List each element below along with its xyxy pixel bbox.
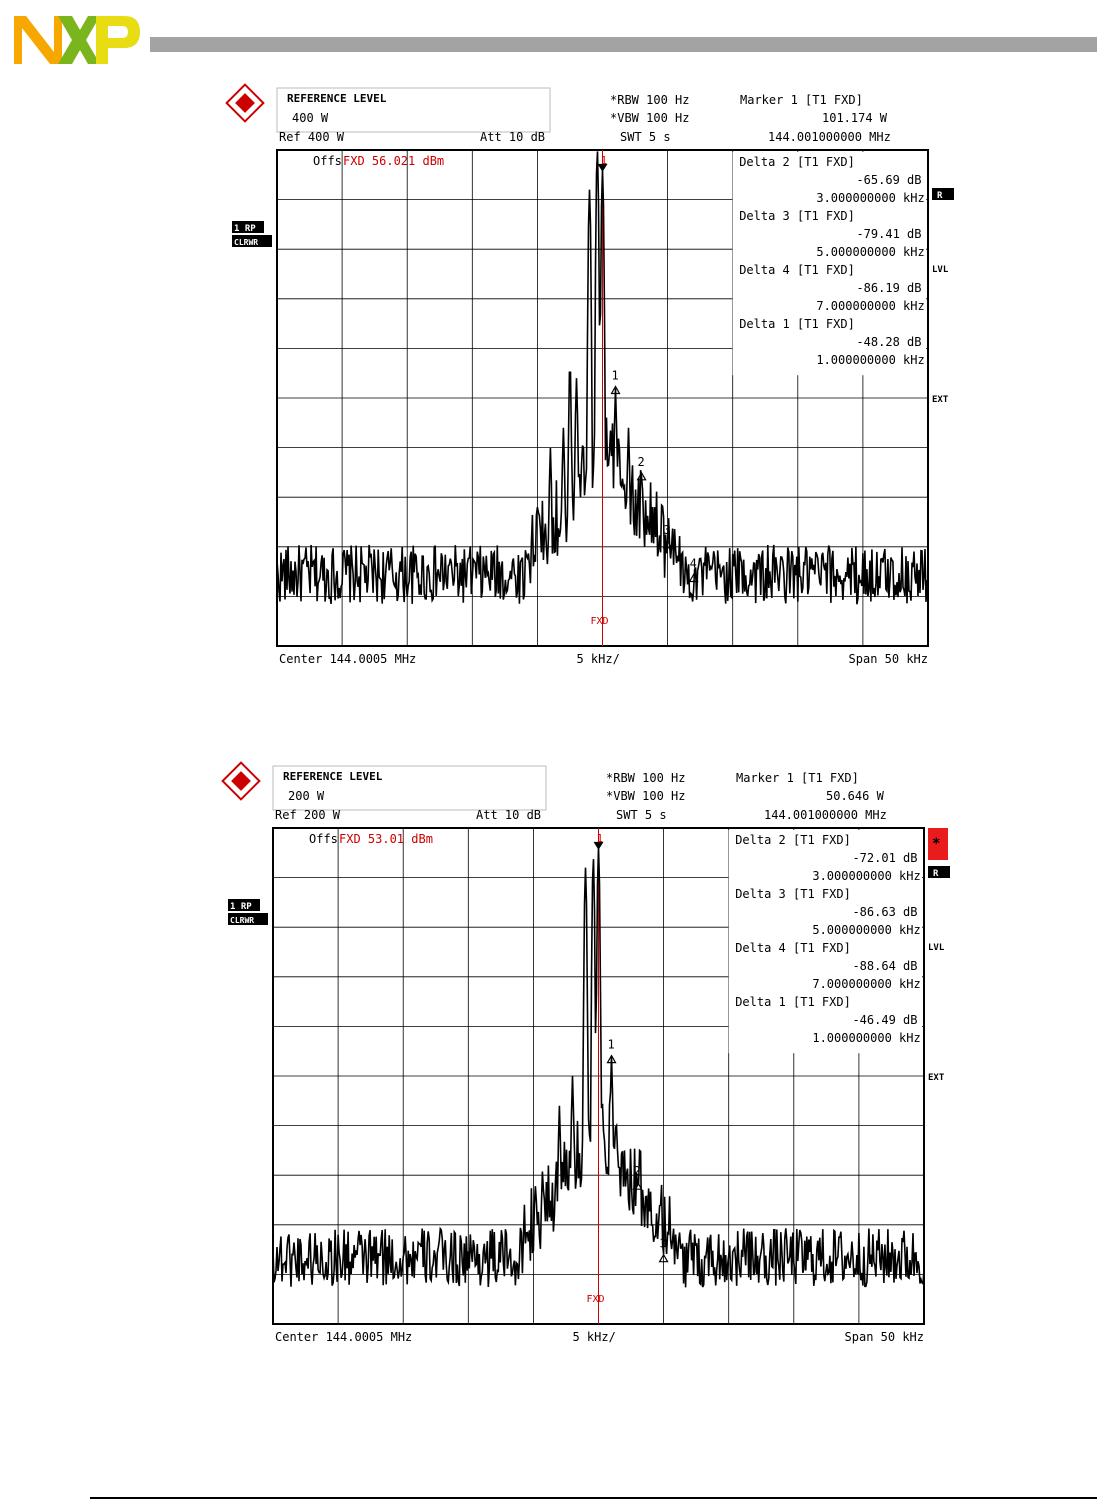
div-label: 5 kHz/ xyxy=(576,652,620,666)
delta-label: Delta 2 [T1 FXD] xyxy=(735,833,851,847)
ref-level-title: REFERENCE LEVEL xyxy=(283,770,383,783)
delta-freq: 3.000000000 kHz xyxy=(812,869,921,883)
delta-freq: 5.000000000 kHz xyxy=(812,923,921,937)
delta-level: -72.01 dB xyxy=(852,851,918,865)
rbw: *RBW 100 Hz xyxy=(606,771,686,785)
footer-rule xyxy=(90,1497,1097,1499)
delta-freq: 5.000000000 kHz xyxy=(816,245,925,259)
delta-marker-label: 3 xyxy=(663,522,671,537)
delta-level: -48.28 dB xyxy=(856,335,922,349)
delta-freq: 7.000000000 kHz xyxy=(816,299,925,313)
marker-value: 50.646 W xyxy=(826,789,884,803)
marker-freq: 144.001000000 MHz xyxy=(768,130,891,144)
delta-marker-label: 2 xyxy=(633,1164,641,1179)
delta-level: -86.19 dB xyxy=(856,281,922,295)
side-indicators xyxy=(932,188,954,405)
header-bar xyxy=(150,37,1097,52)
side-r: R xyxy=(933,869,939,879)
delta-level: -79.41 dB xyxy=(856,227,922,241)
ref-level-value: 400 W xyxy=(292,111,329,125)
delta-label: Delta 3 [T1 FXD] xyxy=(739,209,855,223)
delta-marker-label: 3 xyxy=(659,1236,667,1251)
div-label: 5 kHz/ xyxy=(572,1330,616,1344)
trace-badge xyxy=(232,221,272,247)
swt: SWT 5 s xyxy=(616,808,667,822)
rs-logo-1 xyxy=(227,85,264,122)
delta-freq: 7.000000000 kHz xyxy=(812,977,921,991)
side-r: R xyxy=(937,191,943,201)
delta-label: Delta 2 [T1 FXD] xyxy=(739,155,855,169)
marker-main-label: 1 xyxy=(600,154,608,167)
ref-level-value: 200 W xyxy=(288,789,325,803)
rbw: *RBW 100 Hz xyxy=(610,93,690,107)
delta-readouts xyxy=(733,152,926,375)
vbw: *VBW 100 Hz xyxy=(606,789,686,803)
trace-badge xyxy=(228,899,268,925)
spectrum-plot-1 xyxy=(0,80,1097,780)
trace-label-1: 1 RP xyxy=(234,224,256,234)
markers xyxy=(594,832,668,1262)
delta-marker-label: 2 xyxy=(637,454,645,469)
delta-marker-label: 4 xyxy=(689,556,697,571)
ref-level-title: REFERENCE LEVEL xyxy=(287,92,387,105)
marker-value: 101.174 W xyxy=(822,111,888,125)
trace-label-2: CLRWR xyxy=(234,238,259,247)
side-lvl: LVL xyxy=(928,943,945,953)
delta-level: -88.64 dB xyxy=(852,959,918,973)
side-ext: EXT xyxy=(932,395,949,405)
ref-label: Ref 400 W xyxy=(279,130,345,144)
delta-marker-label: 1 xyxy=(611,368,619,383)
spectrum-plot-2 xyxy=(0,758,1097,1458)
marker-freq: 144.001000000 MHz xyxy=(764,808,887,822)
fxd-label: FXD xyxy=(590,616,609,627)
trace-label-2: CLRWR xyxy=(230,916,255,925)
att-label: Att 10 dB xyxy=(480,130,546,144)
offset-prefix: Offs xyxy=(309,832,338,846)
vbw: *VBW 100 Hz xyxy=(610,111,690,125)
delta-freq: 1.000000000 kHz xyxy=(812,1031,921,1045)
delta-label: Delta 4 [T1 FXD] xyxy=(735,941,851,955)
delta-readouts xyxy=(729,830,922,1053)
side-ext: EXT xyxy=(928,1073,945,1083)
delta-label: Delta 3 [T1 FXD] xyxy=(735,887,851,901)
span-label: Span 50 kHz xyxy=(848,652,928,666)
side-lvl: LVL xyxy=(932,265,949,275)
delta-label: Delta 1 [T1 FXD] xyxy=(739,317,855,331)
rs-logo-2 xyxy=(223,763,260,800)
offset-text: FXD 56.021 dBm xyxy=(343,154,445,168)
marker-title: Marker 1 [T1 FXD] xyxy=(736,771,859,785)
delta-marker-label: 1 xyxy=(607,1037,615,1052)
offset-prefix: Offs xyxy=(313,154,342,168)
star-icon: * xyxy=(932,836,941,852)
nxp-logo xyxy=(14,16,140,64)
delta-level: -65.69 dB xyxy=(856,173,922,187)
delta-label: Delta 4 [T1 FXD] xyxy=(739,263,855,277)
delta-level: -86.63 dB xyxy=(852,905,918,919)
delta-freq: 1.000000000 kHz xyxy=(816,353,925,367)
delta-freq: 3.000000000 kHz xyxy=(816,191,925,205)
ref-label: Ref 200 W xyxy=(275,808,341,822)
center-label: Center 144.0005 MHz xyxy=(275,1330,413,1344)
delta-level: -46.49 dB xyxy=(852,1013,918,1027)
att-label: Att 10 dB xyxy=(476,808,542,822)
trace-label-1: 1 RP xyxy=(230,902,252,912)
delta-label: Delta 1 [T1 FXD] xyxy=(735,995,851,1009)
center-label: Center 144.0005 MHz xyxy=(279,652,417,666)
offset-text: FXD 53.01 dBm xyxy=(339,832,433,846)
span-label: Span 50 kHz xyxy=(844,1330,924,1344)
marker-title: Marker 1 [T1 FXD] xyxy=(740,93,863,107)
fxd-label: FXD xyxy=(586,1294,605,1305)
side-indicators xyxy=(928,828,950,1083)
marker-main-label: 1 xyxy=(596,832,604,845)
swt: SWT 5 s xyxy=(620,130,671,144)
